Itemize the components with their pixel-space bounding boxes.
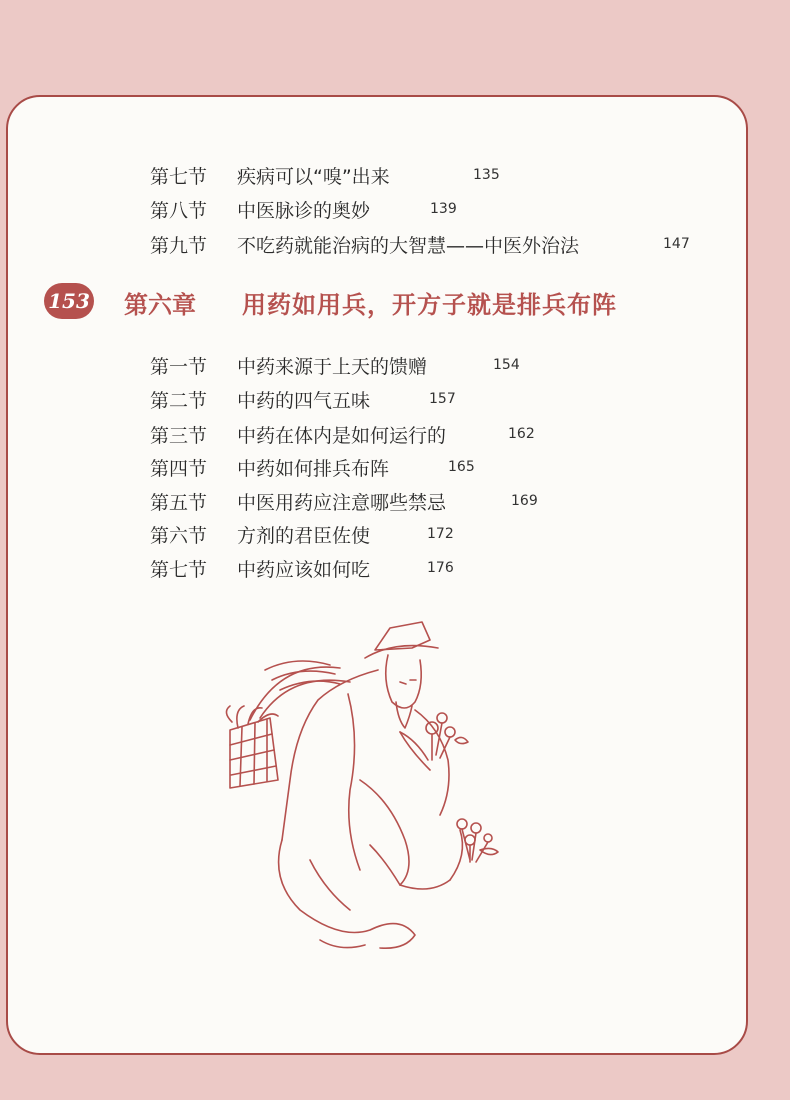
toc-page-number: 165 — [448, 459, 475, 475]
toc-section-label: 第三节 — [150, 425, 208, 447]
herbalist-illustration — [200, 610, 520, 960]
toc-page-number: 154 — [493, 357, 520, 373]
toc-section-label: 第四节 — [150, 458, 208, 480]
toc-page-number: 169 — [511, 493, 538, 509]
toc-page-number: 135 — [473, 167, 500, 183]
toc-title: 中药的四气五味 — [237, 390, 371, 412]
toc-title: 中药应该如何吃 — [237, 559, 371, 581]
toc-section-label: 第九节 — [150, 235, 208, 257]
toc-title: 方剂的君臣佐使 — [237, 525, 371, 547]
chapter-number: 第六章 — [124, 290, 196, 319]
toc-title: 中医用药应注意哪些禁忌 — [237, 492, 447, 514]
toc-title: 中药如何排兵布阵 — [237, 458, 390, 480]
chapter-page-badge: 153 — [44, 283, 94, 319]
toc-page-number: 147 — [663, 236, 690, 252]
toc-page-number: 176 — [427, 560, 454, 576]
toc-title: 中药在体内是如何运行的 — [237, 425, 447, 447]
toc-section-label: 第六节 — [150, 525, 208, 547]
toc-section-label: 第五节 — [150, 492, 208, 514]
toc-page-number: 139 — [430, 201, 457, 217]
toc-page-number: 162 — [508, 426, 535, 442]
toc-title: 疾病可以“嗅”出来 — [237, 166, 390, 188]
toc-page-number: 157 — [429, 391, 456, 407]
toc-section-label: 第七节 — [150, 166, 208, 188]
toc-title: 中药来源于上天的馈赠 — [237, 356, 428, 378]
toc-section-label: 第七节 — [150, 559, 208, 581]
toc-section-label: 第二节 — [150, 390, 208, 412]
chapter-heading[interactable] — [44, 283, 744, 323]
toc-section-label: 第一节 — [150, 356, 208, 378]
chapter-title: 用药如用兵，开方子就是排兵布阵 — [242, 290, 617, 319]
toc-page-number: 172 — [427, 526, 454, 542]
toc-section-label: 第八节 — [150, 200, 208, 222]
toc-title: 不吃药就能治病的大智慧——中医外治法 — [237, 235, 580, 257]
toc-title: 中医脉诊的奥妙 — [237, 200, 371, 222]
